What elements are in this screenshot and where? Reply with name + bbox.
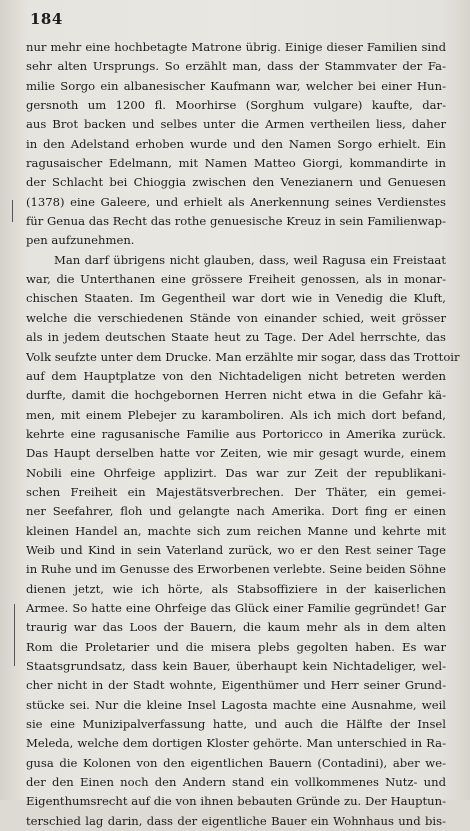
text-line: Staatsgrundsatz, dass kein Bauer, überhaupt kein Nichtadeliger, wel- [26, 659, 446, 673]
text-line: Weib und Kind in sein Vaterland zurück, wo er den Rest seiner Tage [26, 542, 446, 557]
text-line: stücke sei. Nur die kleine Insel Lagosta machte eine Ausnahme, weil [26, 697, 446, 712]
page-number: 184 [30, 10, 63, 28]
margin-pencil-mark [12, 200, 13, 222]
text-line: Nobili eine Ohrfeige applizirt. Das war zur Zeit der republikani- [26, 465, 446, 480]
text-line: Armee. So hatte eine Ohrfeige das Glück einer Familie gegründet! Gar [26, 600, 446, 615]
text-line: dienen jetzt, wie ich hörte, als Stabsoffiziere in der kaiserlichen [26, 581, 446, 596]
text-line: sie eine Munizipalverfassung hatte, und auch die Hälfte der Insel [26, 717, 446, 732]
text-line: auf dem Hauptplatze von den Nichtadeligen nicht betreten werden [26, 368, 446, 383]
text-line: chischen Staaten. Im Gegentheil war dort wie in Venedig die Kluft, [26, 291, 446, 306]
text-line: ragusaischer Edelmann, mit Namen Matteo Giorgi, kommandirte in [26, 156, 446, 171]
text-line: aus Brot backen und selbes unter die Armen vertheilen liess, daher [26, 117, 446, 132]
text-line: in den Adelstand erhoben wurde und den Namen Sorgo erhielt. Ein [26, 136, 446, 151]
text-line: gusa die Kolonen von den eigentlichen Bauern (Contadini), aber we- [26, 755, 446, 770]
text-line: gersnoth um 1200 fl. Moorhirse (Sorghum vulgare) kaufte, dar- [26, 98, 446, 113]
text-line: in Ruhe und im Genusse des Erworbenen verlebte. Seine beiden Söhne [26, 562, 446, 577]
text-line: als in jedem deutschen Staate heut zu Tage. Der Adel herrschte, das [26, 330, 446, 345]
text-line: milie Sorgo ein albanesischer Kaufmann war, welcher bei einer Hun- [26, 78, 446, 93]
text-line: Meleda, welche dem dortigen Kloster gehörte. Man unterschied in Ra- [26, 736, 446, 751]
text-line: Das Haupt derselben hatte vor Zeiten, wie mir gesagt wurde, einem [26, 446, 446, 461]
text-line: cher nicht in der Stadt wohnte, Eigenthümer und Herr seiner Grund- [26, 678, 446, 693]
margin-pencil-mark [14, 604, 15, 666]
text-line: Man darf übrigens nicht glauben, dass, weil Ragusa ein Freistaat [54, 252, 446, 267]
text-line: men, mit einem Plebejer zu karamboliren. Als ich mich dort befand, [26, 407, 446, 422]
text-line: der den Einen noch den Andern stand ein vollkommenes Nutz- und [26, 775, 446, 790]
text-line: ner Seefahrer, floh und gelangte nach Amerika. Dort fing er einen [26, 504, 446, 519]
text-line: kehrte eine ragusanische Familie aus Portoricco in Amerika zurück. [26, 426, 446, 441]
text-line: terschied lag darin, dass der eigentliche Bauer ein Wohnhaus und bis- [26, 813, 446, 828]
text-line: kleinen Handel an, machte sich zum reichen Manne und kehrte mit [26, 523, 446, 538]
text-line: Eigenthumsrecht auf die von ihnen bebauten Gründe zu. Der Hauptun- [26, 794, 446, 809]
body-text [26, 38, 460, 831]
text-line: der Schlacht bei Chioggia zwischen den Venezianern und Genuesen [26, 175, 446, 190]
text-line: für Genua das Recht das rothe genuesische Kreuz in sein Familienwap- [26, 214, 446, 229]
text-line: (1378) eine Galeere, und erhielt als Anerkennung seines Verdienstes [26, 194, 446, 209]
text-line: nur mehr eine hochbetagte Matrone übrig. Einige dieser Familien sind [26, 40, 446, 54]
text-line: pen aufzunehmen. [26, 233, 135, 248]
text-line: schen Freiheit ein Majestätsverbrechen. Der Thäter, ein gemei- [26, 484, 446, 499]
text-line: welche die verschiedenen Stände von einander schied, weit grösser [26, 310, 446, 325]
text-line: Rom die Proletarier und die misera plebs gegolten haben. Es war [26, 639, 446, 654]
text-line: war, die Unterthanen eine grössere Freiheit genossen, als in monar- [26, 272, 446, 287]
text-line: durfte, damit die hochgebornen Herren nicht etwa in die Gefahr kä- [26, 388, 446, 403]
text-line: sehr alten Ursprungs. So erzählt man, dass der Stammvater der Fa- [26, 59, 446, 74]
text-line: traurig war das Loos der Bauern, die kaum mehr als in dem alten [26, 620, 446, 635]
text-line: Volk seufzte unter dem Drucke. Man erzählte mir sogar, dass das Trottoir [26, 349, 460, 364]
